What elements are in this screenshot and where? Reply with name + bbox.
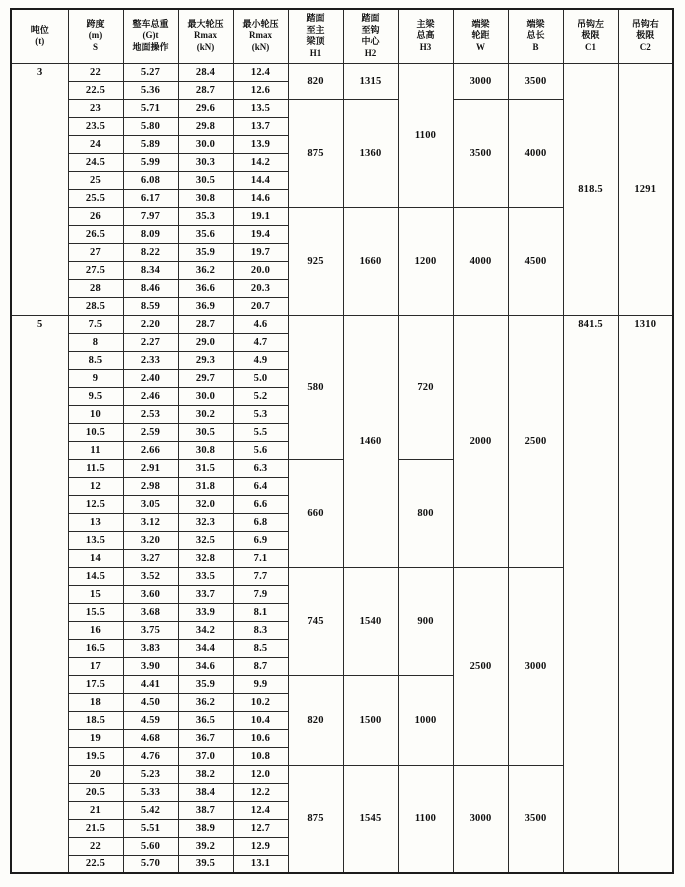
cell-max-wheel-load: 32.0: [178, 495, 233, 513]
cell-span: 17: [68, 657, 123, 675]
cell-total-weight: 5.23: [123, 765, 178, 783]
cell-max-wheel-load: 38.7: [178, 801, 233, 819]
cell-min-wheel-load: 6.4: [233, 477, 288, 495]
cell-max-wheel-load: 29.6: [178, 99, 233, 117]
merged-cell-w: 3000: [453, 63, 508, 99]
cell-total-weight: 2.33: [123, 351, 178, 369]
cell-span: 16.5: [68, 639, 123, 657]
merged-cell-c2: 1291: [618, 63, 673, 315]
cell-min-wheel-load: 8.7: [233, 657, 288, 675]
cell-total-weight: 3.52: [123, 567, 178, 585]
cell-total-weight: 5.60: [123, 837, 178, 855]
cell-max-wheel-load: 38.9: [178, 819, 233, 837]
cell-span: 15: [68, 585, 123, 603]
cell-min-wheel-load: 12.4: [233, 801, 288, 819]
cell-span: 20.5: [68, 783, 123, 801]
cell-span: 27.5: [68, 261, 123, 279]
column-header-tonnage: 吨位 (t): [11, 9, 68, 63]
cell-max-wheel-load: 28.4: [178, 63, 233, 81]
cell-min-wheel-load: 20.0: [233, 261, 288, 279]
cell-max-wheel-load: 29.3: [178, 351, 233, 369]
cell-span: 12: [68, 477, 123, 495]
cell-min-wheel-load: 12.4: [233, 63, 288, 81]
cell-max-wheel-load: 30.5: [178, 423, 233, 441]
table-header: [11, 9, 673, 63]
cell-max-wheel-load: 36.9: [178, 297, 233, 315]
cell-min-wheel-load: 20.3: [233, 279, 288, 297]
merged-cell-h3: 1100: [398, 63, 453, 207]
cell-span: 12.5: [68, 495, 123, 513]
cell-min-wheel-load: 8.5: [233, 639, 288, 657]
cell-span: 24: [68, 135, 123, 153]
cell-min-wheel-load: 4.7: [233, 333, 288, 351]
cell-span: 11: [68, 441, 123, 459]
cell-min-wheel-load: 13.1: [233, 855, 288, 873]
cell-total-weight: 7.97: [123, 207, 178, 225]
cell-max-wheel-load: 32.5: [178, 531, 233, 549]
cell-span: 19: [68, 729, 123, 747]
crane-spec-table: [10, 8, 674, 874]
cell-span: 15.5: [68, 603, 123, 621]
cell-min-wheel-load: 5.2: [233, 387, 288, 405]
cell-min-wheel-load: 7.9: [233, 585, 288, 603]
cell-span: 13: [68, 513, 123, 531]
cell-total-weight: 3.12: [123, 513, 178, 531]
cell-total-weight: 4.50: [123, 693, 178, 711]
cell-min-wheel-load: 8.1: [233, 603, 288, 621]
cell-span: 19.5: [68, 747, 123, 765]
cell-total-weight: 2.66: [123, 441, 178, 459]
cell-min-wheel-load: 14.4: [233, 171, 288, 189]
header-row: [11, 9, 673, 63]
cell-total-weight: 2.46: [123, 387, 178, 405]
merged-cell-b: 4500: [508, 207, 563, 315]
cell-span: 9.5: [68, 387, 123, 405]
cell-max-wheel-load: 36.2: [178, 261, 233, 279]
cell-total-weight: 8.46: [123, 279, 178, 297]
cell-total-weight: 8.59: [123, 297, 178, 315]
cell-span: 17.5: [68, 675, 123, 693]
merged-cell-h1: 580: [288, 315, 343, 459]
cell-max-wheel-load: 38.4: [178, 783, 233, 801]
merged-cell-h3: 900: [398, 567, 453, 675]
cell-span: 8.5: [68, 351, 123, 369]
column-header-w: 端梁 轮距 W: [453, 9, 508, 63]
merged-cell-h1: 820: [288, 675, 343, 765]
merged-cell-h1: 875: [288, 765, 343, 873]
cell-max-wheel-load: 36.5: [178, 711, 233, 729]
cell-min-wheel-load: 7.1: [233, 549, 288, 567]
cell-max-wheel-load: 29.8: [178, 117, 233, 135]
merged-cell-c1: 841.5: [563, 315, 618, 873]
cell-total-weight: 2.40: [123, 369, 178, 387]
merged-cell-c2: 1310: [618, 315, 673, 873]
cell-max-wheel-load: 32.3: [178, 513, 233, 531]
merged-cell-b: 3500: [508, 63, 563, 99]
cell-total-weight: 3.75: [123, 621, 178, 639]
merged-cell-h1: 745: [288, 567, 343, 675]
column-header-total-weight: 整车总重 (G)t 地面操作: [123, 9, 178, 63]
cell-total-weight: 5.36: [123, 81, 178, 99]
cell-max-wheel-load: 30.8: [178, 189, 233, 207]
cell-max-wheel-load: 36.2: [178, 693, 233, 711]
cell-total-weight: 5.71: [123, 99, 178, 117]
cell-max-wheel-load: 37.0: [178, 747, 233, 765]
tonnage-label-3: 3: [11, 63, 68, 315]
cell-total-weight: 5.80: [123, 117, 178, 135]
cell-max-wheel-load: 35.6: [178, 225, 233, 243]
merged-cell-h3: 1000: [398, 675, 453, 765]
cell-min-wheel-load: 5.6: [233, 441, 288, 459]
merged-cell-h2: 1540: [343, 567, 398, 675]
cell-span: 21.5: [68, 819, 123, 837]
cell-span: 22: [68, 63, 123, 81]
merged-cell-b: 4000: [508, 99, 563, 207]
cell-span: 16: [68, 621, 123, 639]
cell-total-weight: 2.53: [123, 405, 178, 423]
cell-total-weight: 8.34: [123, 261, 178, 279]
cell-min-wheel-load: 5.3: [233, 405, 288, 423]
cell-min-wheel-load: 10.2: [233, 693, 288, 711]
cell-total-weight: 2.98: [123, 477, 178, 495]
cell-total-weight: 4.76: [123, 747, 178, 765]
cell-max-wheel-load: 33.5: [178, 567, 233, 585]
cell-span: 23: [68, 99, 123, 117]
cell-total-weight: 4.68: [123, 729, 178, 747]
cell-total-weight: 3.68: [123, 603, 178, 621]
merged-cell-h2: 1500: [343, 675, 398, 765]
cell-span: 18.5: [68, 711, 123, 729]
cell-span: 24.5: [68, 153, 123, 171]
cell-span: 26.5: [68, 225, 123, 243]
merged-cell-w: 2500: [453, 567, 508, 765]
cell-min-wheel-load: 10.6: [233, 729, 288, 747]
cell-total-weight: 8.09: [123, 225, 178, 243]
cell-min-wheel-load: 6.3: [233, 459, 288, 477]
cell-total-weight: 2.91: [123, 459, 178, 477]
cell-min-wheel-load: 7.7: [233, 567, 288, 585]
cell-span: 22.5: [68, 855, 123, 873]
cell-span: 10: [68, 405, 123, 423]
merged-cell-h2: 1545: [343, 765, 398, 873]
cell-total-weight: 2.27: [123, 333, 178, 351]
cell-total-weight: 5.33: [123, 783, 178, 801]
merged-cell-b: 3000: [508, 567, 563, 765]
cell-span: 18: [68, 693, 123, 711]
cell-min-wheel-load: 12.7: [233, 819, 288, 837]
cell-max-wheel-load: 30.5: [178, 171, 233, 189]
cell-min-wheel-load: 20.7: [233, 297, 288, 315]
cell-max-wheel-load: 28.7: [178, 81, 233, 99]
merged-cell-w: 2000: [453, 315, 508, 567]
cell-max-wheel-load: 31.8: [178, 477, 233, 495]
cell-min-wheel-load: 5.5: [233, 423, 288, 441]
merged-cell-w: 3500: [453, 99, 508, 207]
column-header-h1: 踏面 至主 梁顶 H1: [288, 9, 343, 63]
cell-min-wheel-load: 9.9: [233, 675, 288, 693]
cell-max-wheel-load: 39.5: [178, 855, 233, 873]
cell-span: 10.5: [68, 423, 123, 441]
merged-cell-w: 4000: [453, 207, 508, 315]
cell-max-wheel-load: 30.2: [178, 405, 233, 423]
cell-min-wheel-load: 12.0: [233, 765, 288, 783]
cell-max-wheel-load: 36.7: [178, 729, 233, 747]
cell-min-wheel-load: 12.6: [233, 81, 288, 99]
cell-total-weight: 8.22: [123, 243, 178, 261]
cell-total-weight: 5.27: [123, 63, 178, 81]
merged-cell-h2: 1660: [343, 207, 398, 315]
column-header-max-wheel-load: 最大轮压 Rmax (kN): [178, 9, 233, 63]
cell-min-wheel-load: 13.7: [233, 117, 288, 135]
tonnage-label-5: 5: [11, 315, 68, 873]
cell-total-weight: 4.41: [123, 675, 178, 693]
cell-total-weight: 2.59: [123, 423, 178, 441]
merged-cell-h2: 1460: [343, 315, 398, 567]
cell-span: 22: [68, 837, 123, 855]
cell-max-wheel-load: 34.2: [178, 621, 233, 639]
cell-total-weight: 2.20: [123, 315, 178, 333]
cell-span: 27: [68, 243, 123, 261]
merged-cell-b: 2500: [508, 315, 563, 567]
merged-cell-w: 3000: [453, 765, 508, 873]
cell-max-wheel-load: 32.8: [178, 549, 233, 567]
cell-min-wheel-load: 13.5: [233, 99, 288, 117]
cell-total-weight: 5.42: [123, 801, 178, 819]
cell-total-weight: 5.51: [123, 819, 178, 837]
cell-total-weight: 5.89: [123, 135, 178, 153]
cell-min-wheel-load: 10.4: [233, 711, 288, 729]
cell-min-wheel-load: 10.8: [233, 747, 288, 765]
cell-total-weight: 3.60: [123, 585, 178, 603]
cell-min-wheel-load: 4.9: [233, 351, 288, 369]
cell-span: 9: [68, 369, 123, 387]
table-body: [11, 63, 673, 873]
cell-total-weight: 3.27: [123, 549, 178, 567]
merged-cell-h3: 1100: [398, 765, 453, 873]
cell-max-wheel-load: 38.2: [178, 765, 233, 783]
merged-cell-h2: 1360: [343, 99, 398, 207]
cell-span: 7.5: [68, 315, 123, 333]
cell-max-wheel-load: 36.6: [178, 279, 233, 297]
cell-total-weight: 5.70: [123, 855, 178, 873]
merged-cell-h3: 720: [398, 315, 453, 459]
cell-span: 26: [68, 207, 123, 225]
cell-total-weight: 5.99: [123, 153, 178, 171]
cell-max-wheel-load: 35.9: [178, 675, 233, 693]
cell-max-wheel-load: 34.6: [178, 657, 233, 675]
merged-cell-h2: 1315: [343, 63, 398, 99]
cell-span: 11.5: [68, 459, 123, 477]
cell-span: 25: [68, 171, 123, 189]
spec-row-t5-s7.5: [11, 315, 673, 333]
cell-max-wheel-load: 30.8: [178, 441, 233, 459]
cell-span: 13.5: [68, 531, 123, 549]
cell-total-weight: 3.83: [123, 639, 178, 657]
cell-min-wheel-load: 19.1: [233, 207, 288, 225]
cell-min-wheel-load: 13.9: [233, 135, 288, 153]
merged-cell-h3: 1200: [398, 207, 453, 315]
cell-min-wheel-load: 6.9: [233, 531, 288, 549]
cell-min-wheel-load: 6.8: [233, 513, 288, 531]
cell-span: 14: [68, 549, 123, 567]
cell-min-wheel-load: 14.2: [233, 153, 288, 171]
cell-max-wheel-load: 39.2: [178, 837, 233, 855]
cell-max-wheel-load: 30.3: [178, 153, 233, 171]
merged-cell-h3: 800: [398, 459, 453, 567]
cell-min-wheel-load: 5.0: [233, 369, 288, 387]
cell-min-wheel-load: 19.7: [233, 243, 288, 261]
column-header-c1: 吊钩左 极限 C1: [563, 9, 618, 63]
cell-total-weight: 6.17: [123, 189, 178, 207]
merged-cell-h1: 820: [288, 63, 343, 99]
cell-span: 14.5: [68, 567, 123, 585]
cell-max-wheel-load: 28.7: [178, 315, 233, 333]
cell-min-wheel-load: 14.6: [233, 189, 288, 207]
cell-span: 23.5: [68, 117, 123, 135]
cell-max-wheel-load: 30.0: [178, 387, 233, 405]
cell-max-wheel-load: 33.9: [178, 603, 233, 621]
merged-cell-b: 3500: [508, 765, 563, 873]
cell-max-wheel-load: 34.4: [178, 639, 233, 657]
cell-total-weight: 3.20: [123, 531, 178, 549]
cell-max-wheel-load: 30.0: [178, 135, 233, 153]
cell-max-wheel-load: 31.5: [178, 459, 233, 477]
cell-min-wheel-load: 12.9: [233, 837, 288, 855]
merged-cell-h1: 660: [288, 459, 343, 567]
column-header-c2: 吊钩右 极限 C2: [618, 9, 673, 63]
column-header-b: 端梁 总长 B: [508, 9, 563, 63]
cell-min-wheel-load: 4.6: [233, 315, 288, 333]
cell-span: 8: [68, 333, 123, 351]
merged-cell-h1: 875: [288, 99, 343, 207]
cell-span: 21: [68, 801, 123, 819]
cell-min-wheel-load: 19.4: [233, 225, 288, 243]
cell-max-wheel-load: 35.3: [178, 207, 233, 225]
cell-max-wheel-load: 35.9: [178, 243, 233, 261]
cell-span: 22.5: [68, 81, 123, 99]
cell-total-weight: 6.08: [123, 171, 178, 189]
column-header-h2: 踏面 至钩 中心 H2: [343, 9, 398, 63]
cell-min-wheel-load: 12.2: [233, 783, 288, 801]
cell-max-wheel-load: 33.7: [178, 585, 233, 603]
column-header-min-wheel-load: 最小轮压 Rmax (kN): [233, 9, 288, 63]
cell-span: 20: [68, 765, 123, 783]
cell-span: 25.5: [68, 189, 123, 207]
cell-span: 28: [68, 279, 123, 297]
cell-min-wheel-load: 8.3: [233, 621, 288, 639]
cell-max-wheel-load: 29.7: [178, 369, 233, 387]
cell-min-wheel-load: 6.6: [233, 495, 288, 513]
cell-total-weight: 3.05: [123, 495, 178, 513]
column-header-span: 跨度 (m) S: [68, 9, 123, 63]
cell-span: 28.5: [68, 297, 123, 315]
merged-cell-c1: 818.5: [563, 63, 618, 315]
cell-total-weight: 3.90: [123, 657, 178, 675]
merged-cell-h1: 925: [288, 207, 343, 315]
spec-row-t3-s22: [11, 63, 673, 81]
cell-max-wheel-load: 29.0: [178, 333, 233, 351]
cell-total-weight: 4.59: [123, 711, 178, 729]
column-header-h3: 主梁 总高 H3: [398, 9, 453, 63]
